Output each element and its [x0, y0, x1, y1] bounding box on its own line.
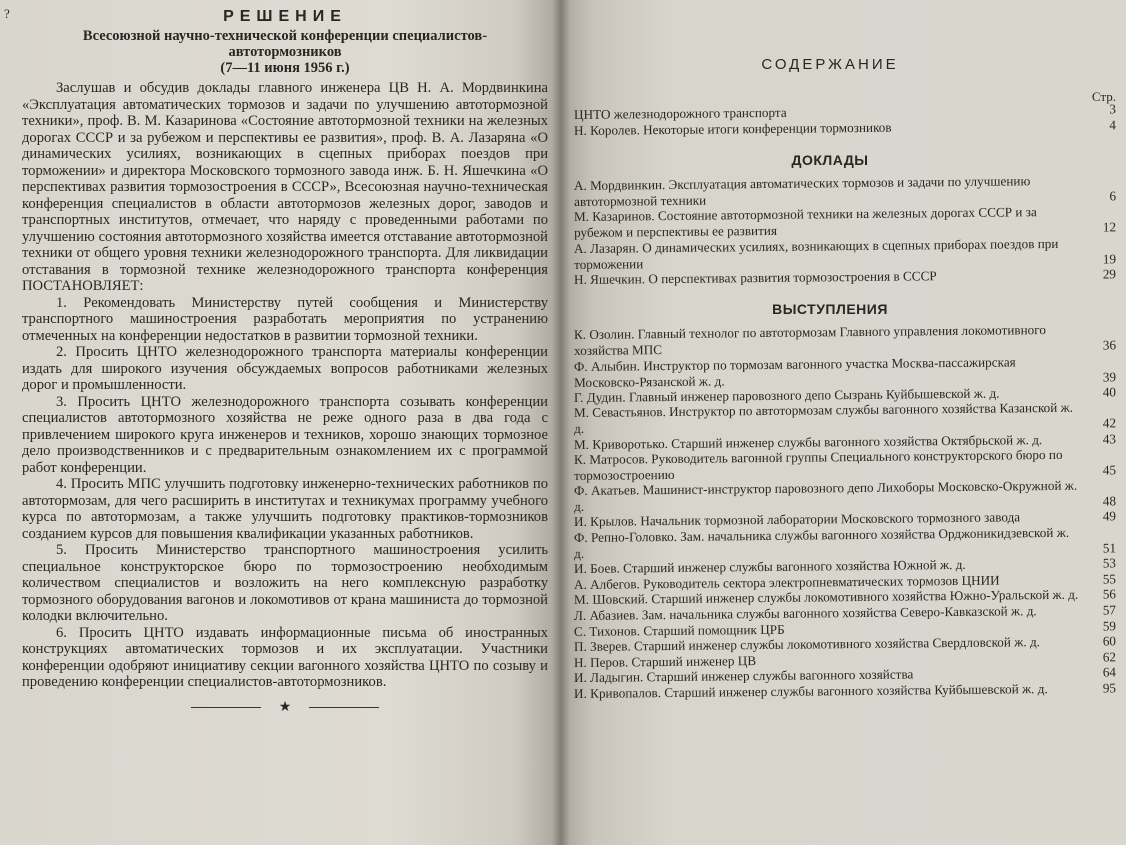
toc-entry-text: М. Шовский. Старший инженер службы локомотивного хозяйства Южно-Уральской ж. д.: [573, 587, 1079, 608]
toc-intro-list: [573, 101, 1117, 138]
toc-entry-text: И. Крылов. Начальник тормозной лаборатории Московского тормозного завода: [573, 509, 1021, 530]
toc-entry-page: 12: [1102, 219, 1117, 235]
toc-entry-text: М. Казаринов. Состояние автотормозной техники на железных дорогах СССР и за рубежом и перспективы ее развития: [573, 204, 1037, 240]
toc-entry-text: Г. Дудин. Главный инженер паровозного депо Сызрань Куйбышевской ж. д.: [573, 385, 1000, 405]
toc-entry: [573, 235, 1117, 272]
toc-speeches-list: [573, 322, 1117, 701]
toc-entry-page: 36: [1102, 337, 1117, 353]
toc-entry-page: 60: [1102, 633, 1117, 649]
toc-entry-text: И. Ладыгин. Старший инженер службы вагонного хозяйства: [573, 666, 914, 686]
star-icon: ★: [278, 699, 292, 715]
toc-entry: [573, 353, 1117, 390]
toc-entry-page: 4: [1109, 116, 1117, 132]
resolution-paragraph: 6. Просить ЦНТО издавать информационные письма об иностранных конструкциях автоматических тормозов и их эксплуатации. Участники конференции одобряют инициативу секции вагонного хозяйства ЦНТО по созыву и проведению конференции специалистов-автотормозников.: [22, 624, 548, 690]
toc-entry-text: А. Албегов. Руководитель сектора электропневматических тормозов ЦНИИ: [573, 572, 1000, 592]
toc-entry-page: 42: [1102, 415, 1117, 431]
toc-entry-page: 29: [1102, 266, 1117, 282]
toc-entry-page: 95: [1102, 680, 1117, 696]
toc-entry-page: 19: [1102, 250, 1117, 266]
end-ornament: [22, 699, 548, 716]
toc-entry-page: 48: [1102, 493, 1117, 509]
toc-entry-page: 59: [1102, 617, 1117, 634]
toc-entry-text: И. Боев. Старший инженер службы вагонного хозяйства Южной ж. д.: [573, 557, 966, 577]
toc-section-heading: ВЫСТУПЛЕНИЯ: [772, 301, 888, 318]
resolution-title: РЕШЕНИЕ: [223, 8, 347, 25]
resolution-paragraph: 5. Просить Министерство транспортного машиностроения усилить специальное конструкторское бюро по тормозостроению необходимым количеством специалистов и возложить на него комплексную разработку тормозного оборудования вагонов и локомотивов от крана машиниста до тормозной колодки включительно.: [22, 542, 548, 624]
resolution-paragraph: Заслушав и обсудив доклады главного инженера ЦВ Н. А. Мордвинкина «Эксплуатация автоматических тормозов и задачи по улучшению автотормозной техники», проф. В. М. Казаринова «Состояние автотормозной техники на железных дорогах СССР и за рубежом и перспективы ее развития», проф. В. А. Лазаряна «О динамических усилиях, возникающих в сцепных приборах поездов при торможении» и директора Московского тормозного завода инж. Б. Н. Яшечкина «О перспективах развития тормозостроения в СССР», Всесоюзная научно-техническая конференция специалистов в области автотормозов железных дорог, заводов и транспортных институтов, отмечает, что наряду с проведенными работами по улучшению состояния автотормозного хозяйства имеется отставание автотормозной техники от общего уровня техники железнодорожного транспорта. Для ликвидации отставания в тормозной технике железнодорожного транспорта конференция ПОСТАНОВЛЯЕТ:: [22, 80, 548, 294]
toc-entry: [573, 204, 1117, 241]
divider-line: [191, 707, 261, 708]
toc-entry-text: Ф. Репно-Головко. Зам. начальника службы вагонного хозяйства Орджоникидзевской ж. д.: [573, 524, 1070, 561]
divider-line: [309, 707, 379, 708]
resolution-paragraph: 4. Просить МПС улучшить подготовку инженерно-технических работников по автотормозам, для чего расширить в институтах и техникумах программу учебного курса по автотормозам, а также улучшить подготовку практиков-тормозников созданием курсов для повышения квалификации указанных работников.: [22, 476, 548, 542]
toc-section-heading: ДОКЛАДЫ: [791, 152, 869, 169]
toc-entry-text: А. Мордвинкин. Эксплуатация автоматических тормозов и задачи по улучшению автотормозной техники: [573, 173, 1031, 209]
resolution-paragraph: 3. Просить ЦНТО железнодорожного транспорта созывать конференции специалистов автотормозного хозяйства не реже одного раза в два года с привлечением широкого круга инженеров и техников, хорошо знающих тормозное дело производственников и с предварительным ознакомлением их с программой работ конференции.: [22, 393, 548, 476]
toc-entry-text: Л. Абазиев. Зам. начальника службы вагонного хозяйства Северо-Кавказской ж. д.: [573, 603, 1037, 624]
contents-title: СОДЕРЖАНИЕ: [761, 56, 899, 73]
page-column-label: Стр.: [1091, 89, 1116, 104]
toc-entry-text: М. Криворотько. Старший инженер службы вагонного хозяйства Октябрьской ж. д.: [573, 431, 1043, 452]
toc-entry-text: Ф. Алыбин. Инструктор по тормозам вагонного участка Москва-пассажирская Московско-Рязанской ж. д.: [573, 353, 1016, 390]
resolution-body: [22, 80, 548, 691]
book-gutter: [552, 0, 570, 845]
toc-entry-page: 55: [1102, 571, 1117, 587]
toc-entry-text: К. Озолин. Главный технолог по автотормозам Главного управления локомотивного хозяйства МПС: [573, 322, 1046, 358]
right-page: [560, 0, 1126, 845]
toc-entry-page: 56: [1102, 586, 1117, 602]
toc-entry-page: 62: [1102, 649, 1117, 665]
toc-entry-text: Ф. Акатьев. Машинист-инструктор паровозного депо Лихоборы Московско-Окружной ж. д.: [573, 478, 1078, 514]
toc-entry-text: Н. Королев. Некоторые итоги конференции тормозников: [573, 119, 892, 138]
toc-entry-text: И. Кривопалов. Старший инженер службы вагонного хозяйства Куйбышевской ж. д.: [573, 681, 1048, 701]
toc-entry-page: 43: [1102, 430, 1117, 446]
toc-entry-text: С. Тихонов. Старший помощник ЦРБ: [573, 621, 785, 639]
toc-entry-text: П. Зверев. Старший инженер службы локомотивного хозяйства Свердловской ж. д.: [573, 634, 1041, 655]
toc-entry-page: 53: [1102, 555, 1117, 571]
toc-entry-page: 6: [1109, 188, 1117, 204]
toc-entry-text: М. Севастьянов. Инструктор по автотормозам службы вагонного хозяйства Казанской ж. д.: [573, 400, 1074, 436]
toc-entry-page: 40: [1102, 384, 1117, 400]
toc-entry-page: 64: [1102, 664, 1117, 680]
toc-entry: [573, 400, 1117, 437]
resolution-paragraph: 2. Просить ЦНТО железнодорожного транспорта материалы конференции издать для широкого изучения обсуждаемых вопросов работниками железных дорог и промышленности.: [22, 344, 548, 393]
toc-entry-text: Н. Перов. Старший инженер ЦВ: [573, 652, 757, 670]
toc-entry-page: 57: [1102, 602, 1117, 618]
resolution-subtitle: [22, 28, 548, 76]
corner-mark: ?: [4, 6, 10, 21]
toc-entry-page: 51: [1102, 539, 1117, 556]
toc-entry-text: ЦНТО железнодорожного транспорта: [573, 104, 787, 122]
subtitle-line: (7—11 июня 1956 г.): [220, 60, 350, 76]
toc-entry-text: А. Лазарян. О динамических усилиях, возникающих в сцепных приборах поездов при торможении: [573, 235, 1059, 272]
subtitle-line: автотормозников: [228, 44, 342, 60]
toc-reports-list: [573, 173, 1117, 287]
toc-entry-text: Н. Яшечкин. О перспективах развития тормозостроения в СССР: [573, 267, 937, 287]
left-page: [0, 0, 560, 845]
toc-entry-page: 45: [1102, 462, 1117, 478]
resolution-paragraph: 1. Рекомендовать Министерству путей сообщения и Министерству транспортного машиностроения разработать мероприятия по устранению отмеченных на конференции недостатков в развитии тормозной техники.: [22, 294, 548, 344]
toc-entry-page: 39: [1102, 368, 1117, 384]
toc-entry: [573, 322, 1117, 359]
toc-entry-text: К. Матросов. Руководитель вагонной группы Специального конструкторского бюро по тормозостроению: [573, 446, 1063, 483]
toc-entry-page: 3: [1109, 101, 1117, 117]
toc-entry-page: 49: [1102, 508, 1117, 524]
subtitle-line: Всесоюзной научно-технической конференции специалистов-: [82, 28, 488, 44]
